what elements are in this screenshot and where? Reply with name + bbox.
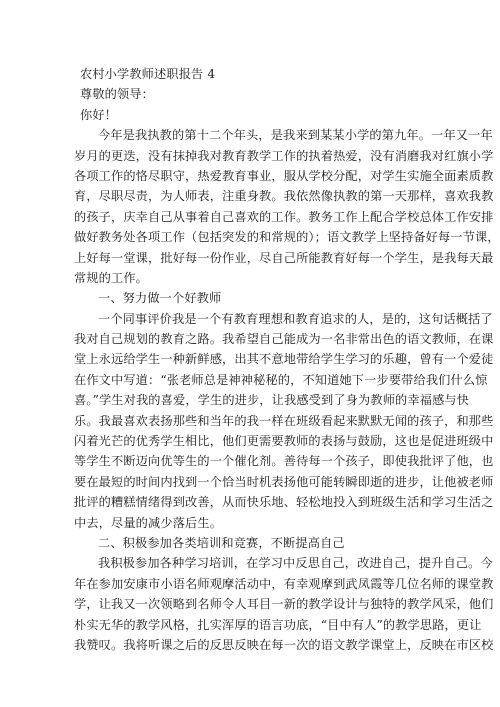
paragraph-line: 岁月的更迭，没有抹掉我对教育教学工作的执着热爱，没有消磨我对红旗小学 bbox=[74, 148, 494, 163]
paragraph-line: 上好每一堂课，批好每一份作业，尽自己所能教育好每一个学生，是我每天最 bbox=[74, 250, 494, 265]
paragraph-line: 年在参加安康市小语名师观摩活动中，有幸观摩到武凤霞等几位名师的课堂教 bbox=[74, 576, 494, 591]
paragraph-line: 我赞叹。我将听课之后的反思反映在每一次的语文教学课堂上，反映在市区校 bbox=[74, 637, 494, 652]
paragraph-line: 一个同事评价我是一个有教育理想和教育追求的人，是的，这句话概括了 bbox=[98, 311, 493, 326]
document-body bbox=[74, 64, 500, 655]
paragraph-line: 批评的糟糕情绪得到改善，从而快乐地、轻松地投入到班级生活和学习生活之 bbox=[74, 495, 494, 510]
paragraph-line: 做好教务处各项工作（包括突发的和常规的）；语文教学上坚持备好每一节课， bbox=[74, 230, 500, 245]
paragraph-line: 常规的工作。 bbox=[74, 270, 149, 285]
paragraph-line: 闪着光芒的优秀学生相比，他们更需要教师的表扬与鼓励，这也是促进班级中 bbox=[74, 434, 494, 449]
document-title: 农村小学教师述职报告 4 bbox=[80, 67, 216, 81]
paragraph-line: 喜。”学生对我的喜爱，学生的进步，让我感受到了身为教师的幸福感与快 bbox=[74, 393, 470, 408]
section-heading: 一、努力做一个好教师 bbox=[98, 291, 222, 306]
paragraph-line: 各项工作的恪尽职守，热爱教育事业，服从学校分配，对学生实施全面素质教 bbox=[74, 168, 494, 183]
greeting: 你好！ bbox=[80, 107, 118, 122]
paragraph-line: 今年是我执教的第十二个年头，是我来到某某小学的第九年。一年又一年 bbox=[98, 128, 493, 143]
paragraph-line: 我积极参加各种学习培训，在学习中反思自己，改进自己，提升自己。今 bbox=[98, 556, 493, 571]
paragraph-line: 等学生不断迈向优等生的一个催化剂。善待每一个孩子，即使我批评了他，也 bbox=[74, 454, 494, 469]
paragraph-line: 中去，尽量的减少落后生。 bbox=[74, 515, 223, 530]
paragraph-line: 堂上永远给学生一种新鲜感，出其不意地带给学生学习的乐趣，曾有一个爱徒 bbox=[74, 352, 494, 367]
salutation: 尊敬的领导： bbox=[80, 87, 155, 102]
paragraph-line: 朴实无华的教学风格，扎实浑厚的语言功底，“目中有人”的教学思路，更让 bbox=[74, 617, 482, 632]
paragraph-line: 学，让我又一次领略到名师令人耳目一新的教学设计与独特的教学风采，他们 bbox=[74, 597, 494, 612]
paragraph-line: 育，尽职尽责，为人师表，注重身教。我依然像执教的第一天那样，喜欢我教 bbox=[74, 189, 494, 204]
section-heading: 二、积极参加各类培训和竞赛，不断提高自己 bbox=[98, 535, 345, 550]
paragraph-line: 乐。我最喜欢表扬那些和当年的我一样在班级看起来默默无闻的孩子，和那些 bbox=[74, 413, 494, 428]
paragraph-line: 要在最短的时间内找到一个恰当时机表扬他可能转瞬即逝的进步，让他被老师 bbox=[74, 474, 494, 489]
paragraph-line: 的孩子，庆幸自己从事着自己喜欢的工作。教务工作上配合学校总体工作安排 bbox=[74, 209, 494, 224]
paragraph-line: 在作文中写道：“张老师总是神神秘秘的，不知道她下一步要带给我们什么惊 bbox=[74, 372, 488, 387]
paragraph-line: 我对自己规划的教育之路。我希望自己能成为一名非常出色的语文教师，在课 bbox=[74, 332, 494, 347]
